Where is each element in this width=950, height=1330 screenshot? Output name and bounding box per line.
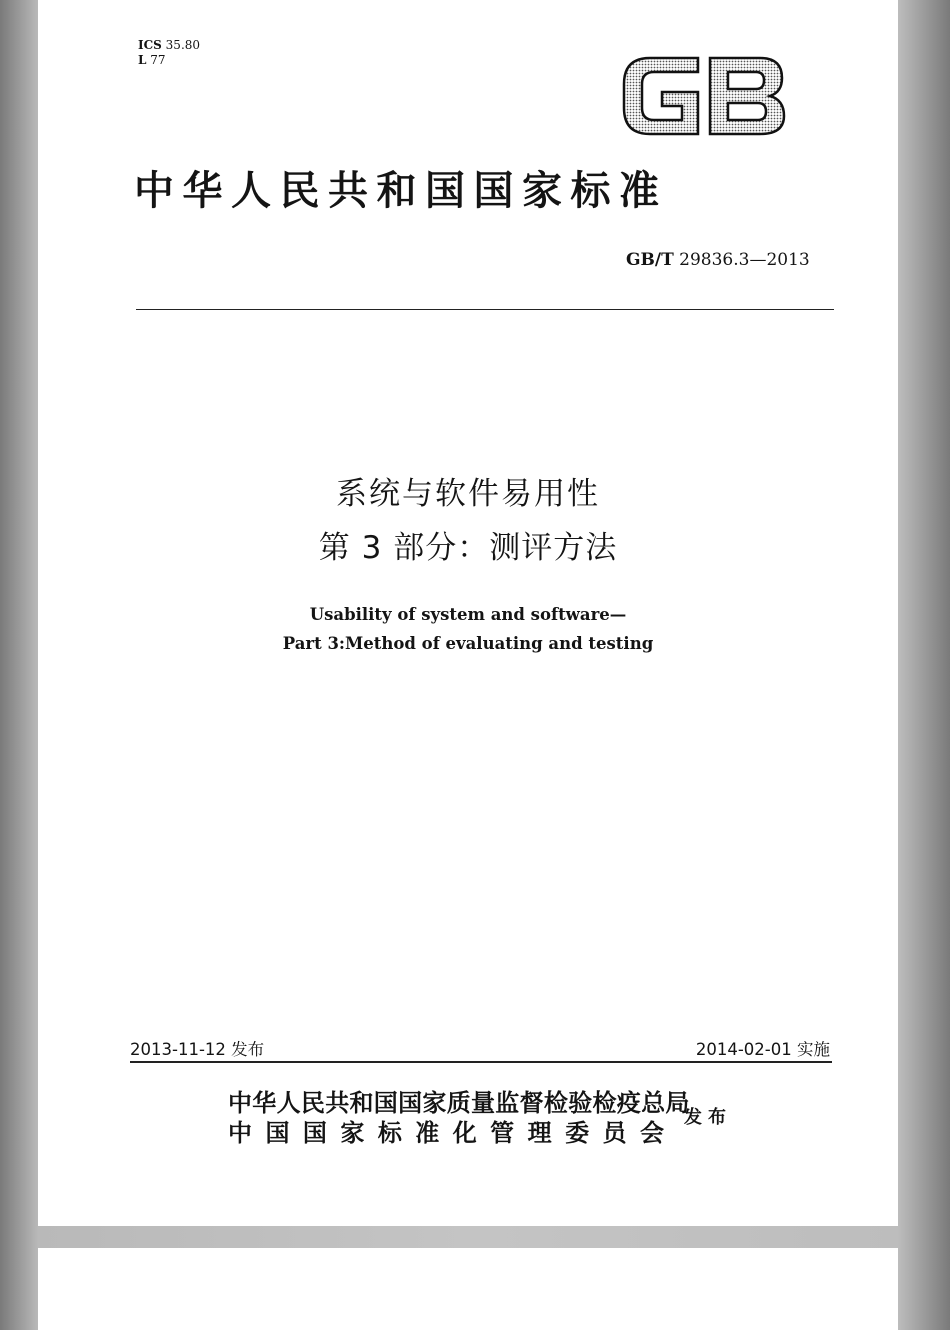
issuer-char: 理 — [527, 1118, 552, 1147]
cover-page — [38, 0, 898, 1226]
standard-code: 29836.3—2013 — [679, 250, 810, 270]
issuer-char: 家 — [340, 1118, 365, 1147]
ics-code: 35.80 — [165, 38, 201, 52]
gb-logo — [620, 48, 788, 144]
ccs-label: L — [138, 53, 147, 67]
ics-line — [138, 38, 200, 53]
issuer-char: 化 — [452, 1118, 477, 1147]
issuer-char: 国 — [265, 1118, 290, 1147]
classification-codes — [138, 38, 200, 68]
publish-date: 2013-11-12 发布 — [130, 1040, 265, 1059]
issuer-char: 管 — [490, 1118, 515, 1147]
issuer-char: 标 — [377, 1118, 402, 1147]
title-en-line1: Usability of system and software— — [309, 605, 627, 624]
issuer-line2 — [228, 1118, 664, 1148]
header-divider — [136, 309, 834, 310]
issuer-char: 国 — [302, 1118, 327, 1147]
ics-label: ICS — [138, 38, 162, 52]
issuer-char: 中 — [228, 1118, 252, 1147]
issuer-char: 员 — [602, 1118, 627, 1147]
issuer-char: 会 — [639, 1118, 664, 1147]
national-standard-title: 中华人民共和国国家标准 — [134, 167, 668, 214]
implement-date: 2014-02-01 实施 — [695, 1040, 830, 1059]
standard-prefix: GB/T — [626, 250, 674, 270]
ccs-line — [138, 53, 200, 68]
title-cn-line1: 系统与软件易用性 — [336, 476, 600, 512]
issue-label: 发布 — [684, 1107, 732, 1128]
footer-divider — [130, 1061, 832, 1063]
issuer-line1: 中华人民共和国国家质量监督检验检疫总局 — [228, 1088, 690, 1117]
standard-number — [626, 250, 810, 270]
issuer-char: 准 — [415, 1118, 440, 1147]
title-cn-line2: 第 3 部分：测评方法 — [318, 530, 618, 566]
next-page — [38, 1248, 898, 1330]
issuer-char: 委 — [565, 1118, 590, 1147]
ccs-code: 77 — [150, 53, 166, 67]
title-en-line2: Part 3:Method of evaluating and testing — [282, 634, 654, 653]
